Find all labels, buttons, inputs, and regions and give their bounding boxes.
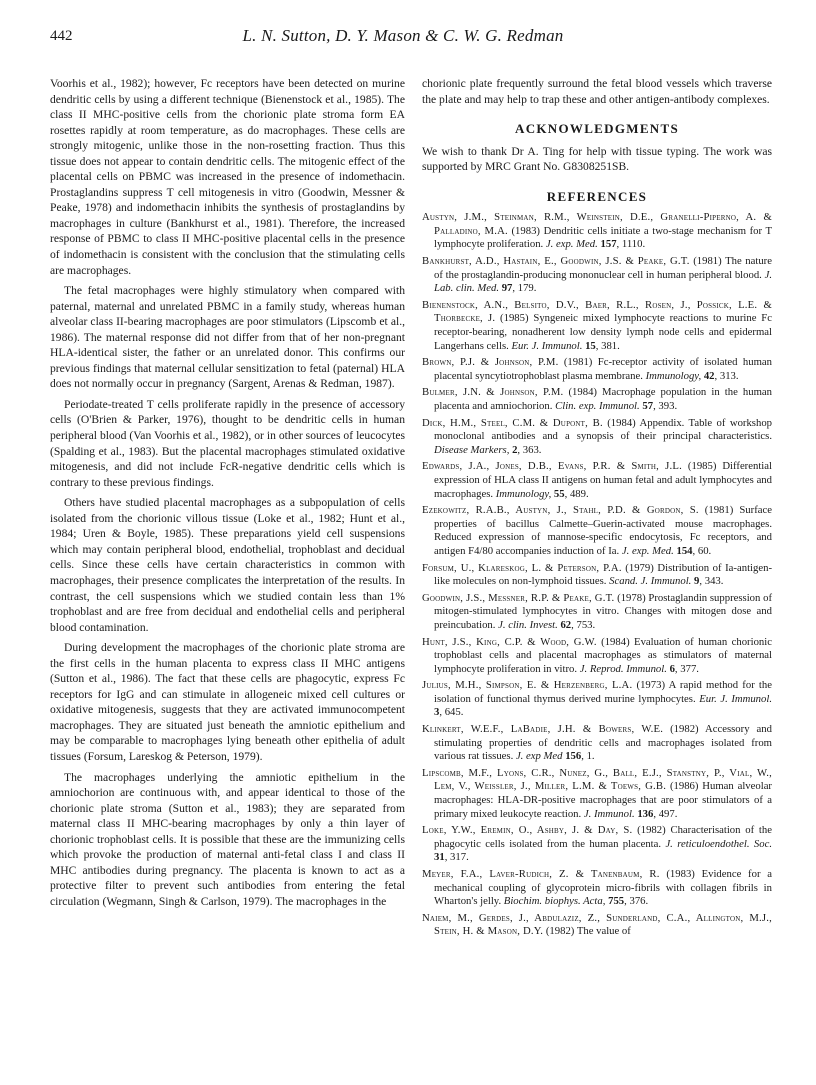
reference-list bbox=[422, 211, 772, 939]
reference-text: (1982) Accessory and stimulating properties of dendritic cells and macrophages isolated from various rat tissues. bbox=[434, 723, 772, 763]
reference-authors: Bulmer, J.N. & Johnson, P.M. bbox=[422, 386, 564, 399]
reference-journal: J. Lab. clin. Med. bbox=[434, 268, 772, 295]
reference-text: (1985) Syngeneic mixed lymphocyte reactions to murine Fc receptor-bearing, nonadherent low density lymph node cells and epidermal Langerhans cells. bbox=[434, 312, 772, 352]
left-column bbox=[50, 76, 405, 914]
page-number: 442 bbox=[50, 28, 73, 44]
reference-volume: 154 bbox=[676, 544, 693, 557]
reference-authors: Hunt, J.S., King, C.P. & Wood, G.W. bbox=[422, 635, 597, 648]
reference-authors: Naiem, M., Gerdes, J., Abdulaziz, Z., Sunderland, C.A., Allington, M.J., Stein, H. & Mason, D.Y. bbox=[422, 911, 772, 938]
reference-text: (1983) Evidence for a mechanical coupling of glycoprotein micro-fibrils with collagen fibrils in Wharton's jelly. bbox=[434, 868, 772, 908]
reference-pages: , 377. bbox=[674, 662, 699, 675]
reference-authors: Ezekowitz, R.A.B., Austyn, J., Stahl, P.D. & Gordon, S. bbox=[422, 504, 699, 517]
reference-journal: Eur. J. Immunol. bbox=[511, 339, 583, 352]
reference-volume: 136 bbox=[637, 807, 654, 820]
paragraph-2: The fetal macrophages were highly stimulatory when compared with paternal, maternal and unrelated PBMC in a family study, whereas human alveolar class II-bearing macrophages are poor stimulators (Lipscomb et al., 1986). The maternal response did not differ from that of her non-pregnant HLA-identical sister, the father or an unrelated donor. This confirms our previous findings that maternal cellular sensitization to fetal (paternal) HLA does not normally occur in pregnancy (Sargent, Arenas & Redman, 1987). bbox=[50, 284, 405, 391]
reference-pages: , 753. bbox=[571, 618, 596, 631]
reference-authors: Austyn, J.M., Steinman, R.M., Weinstein, D.E., Granelli-Piperno, A. & Palladino, M.A. bbox=[422, 211, 772, 237]
reference-authors: Dick, H.M., Steel, C.M. & Dupont, B. bbox=[422, 416, 603, 429]
reference-item bbox=[422, 417, 772, 458]
reference-volume: 3 bbox=[434, 706, 440, 719]
acknowledgments-text: We wish to thank Dr A. Ting for help with tissue typing. The work was supported by MRC Grant No. G8308251SB. bbox=[422, 144, 772, 174]
paragraph-1: Voorhis et al., 1982); however, Fc receptors have been detected on murine dendritic cells by using a different technique (Bienenstock et al., 1985). The class II MHC-positive cells from the chorionic plate stroma form EA rosettes rapidly at room temperature, as do macrophages. These cells are strongly mitogenic, unlike those in the non-rosetting fraction. Thus this tissue does not appear to contain dendritic cells. The mitogenic effect of the placental cells on PBMC was increased in the presence of indomethacin. Prostaglandins suppress T cell mitogenesis in vitro (Goodwin, Messner & Peake, 1978) and indomethacin inhibits the synthesis of prostaglandins by macrophages in culture (Bankhurst et al., 1981). Therefore, the increased response of PBMC to class II MHC-positive placental cells in the presence of indomethacin is consistent with the conclusion that the stimulating cells are macrophages. bbox=[50, 77, 405, 277]
reference-item bbox=[422, 460, 772, 501]
reference-text: (1985) Differential expression of HLA class II antigens on human fetal and adult lymphocytes and macrophages. bbox=[434, 460, 772, 500]
reference-pages: , 376. bbox=[624, 895, 649, 908]
reference-text: (1982) Characterisation of the phagocytic cells isolated from the human placenta. bbox=[434, 824, 772, 850]
reference-authors: Bienenstock, A.N., Belsito, D.V., Baer, R.L., Rosen, J., Possick, L.E. & Thorbecke, J. bbox=[422, 298, 772, 325]
reference-item bbox=[422, 504, 772, 558]
reference-authors: Julius, M.H., Simpson, E. & Herzenberg, L.A. bbox=[422, 679, 633, 692]
running-title: L. N. Sutton, D. Y. Mason & C. W. G. Redman bbox=[242, 26, 564, 45]
reference-volume: 57 bbox=[642, 400, 654, 412]
reference-pages: , 489. bbox=[564, 487, 589, 500]
reference-text: (1984) Macrophage population in the human placenta and amniochorion. bbox=[434, 386, 772, 412]
reference-journal: J. exp Med bbox=[515, 750, 563, 763]
reference-item bbox=[422, 912, 772, 939]
reference-journal: Immunology, bbox=[645, 369, 702, 382]
reference-text: (1983) Dendritic cells initiate a two-stage mechanism for T lymphocyte proliferation. bbox=[434, 224, 772, 251]
reference-pages: , 60. bbox=[692, 544, 712, 557]
reference-item bbox=[422, 679, 772, 720]
reference-item bbox=[422, 636, 772, 677]
reference-authors: Goodwin, J.S., Messner, R.P. & Peake, G.T. bbox=[422, 591, 615, 604]
reference-item bbox=[422, 592, 772, 633]
reference-pages: , 363. bbox=[517, 443, 542, 456]
reference-authors: Klinkert, W.E.F., LaBadie, J.H. & Bowers, W.E. bbox=[422, 723, 664, 736]
reference-journal: J. Immunol. bbox=[583, 807, 635, 820]
paragraph-5: During development the macrophages of the chorionic plate stroma are the first cells in the human placenta to express class II MHC antigens (Sutton et al., 1986). The fact that these cells are phagocytic, express Fc receptors for IgG and can stimulate in allogeneic mixed cell cultures or oxidative mitogenesis, suggests that they are activated immunocompetent macrophages. They are situated just beneath the amniotic epithelium and may be comparable to macrophages lying beneath other epithelia of adult tissues (Forsum, Lareskog & Peterson, 1979). bbox=[50, 641, 405, 763]
reference-text: (1981) Fc-receptor activity of isolated human placental syncytiotrophoblast plasma membrane. bbox=[434, 356, 773, 382]
reference-volume: 157 bbox=[600, 238, 617, 251]
reference-text: (1979) Distribution of Ia-antigen-like molecules on non-lymphoid tissues. bbox=[434, 561, 772, 588]
reference-journal: Biochim. biophys. Acta, bbox=[503, 895, 606, 908]
acknowledgments-heading: ACKNOWLEDGMENTS bbox=[515, 121, 679, 137]
paragraph-6: The macrophages underlying the amniotic epithelium in the amniochorion are continuous with, and appear identical to those of the chorionic plate stroma (Sutton et al., 1983); they are separated from maternal class II MHC-bearing macrophages by only a thin layer of chorionic trophoblast cells. It is possible that these are the immunizing cells which provoke the production of maternal anti-fetal class I and class II MHC antibodies during pregnancy. The placenta is known to act as a protective filter to prevent such antibodies from entering the fetal circulation (Wegmann, Singh & Carlson, 1979). The macrophages in the bbox=[50, 770, 405, 908]
reference-authors: Brown, P.J. & Johnson, P.M. bbox=[422, 356, 559, 369]
reference-text: (1982) The value of bbox=[543, 925, 631, 938]
reference-journal: J. exp. Med. bbox=[621, 544, 674, 557]
reference-item bbox=[422, 211, 772, 252]
reference-volume: 2 bbox=[512, 443, 518, 456]
reference-pages: , 497. bbox=[653, 807, 678, 820]
reference-volume: 42 bbox=[703, 369, 715, 382]
reference-volume: 97 bbox=[501, 282, 513, 295]
paragraph-4: Others have studied placental macrophages as a subpopulation of cells isolated from the chorionic villous tissue (Loke et al., 1982; Hunt et al., 1984; Uren & Boyle, 1985). These preparations yield cell suspensions which may contain peripheral blood, endothelial, trophoblast and decidual cells. Since these cells have certain characteristics in common with macrophages, their presence complicates the interpretation of the results. In contrast, the cell suspensions which we studied contain less than 1% trophoblast and are free from decidual and endothelial cells and peripheral blood contamination. bbox=[50, 496, 405, 634]
reference-journal: Disease Markers, bbox=[434, 443, 510, 456]
reference-authors: Edwards, J.A., Jones, D.B., Evans, P.R. & Smith, J.L. bbox=[422, 460, 682, 473]
references-heading: REFERENCES bbox=[546, 188, 648, 204]
reference-pages: , 179. bbox=[512, 282, 537, 295]
reference-item bbox=[422, 868, 772, 909]
reference-authors: Lipscomb, M.F., Lyons, C.R., Nunez, G., Ball, E.J., Stanstny, P., Vial, W., Lem, V., Weissler, J., Miller, L.M. & Toews, G.B. bbox=[422, 766, 772, 793]
reference-item bbox=[422, 356, 772, 383]
reference-text: (1981) The nature of the prostaglandin-producing mononuclear cell in human peripheral blood. bbox=[434, 255, 772, 281]
reference-item bbox=[422, 562, 772, 589]
reference-text: (1986) Human alveolar macrophages: HLA-DR-positive macrophages that are poor stimulators of a primary mixed leukocyte reaction. bbox=[434, 780, 772, 820]
reference-item bbox=[422, 386, 772, 413]
reference-authors: Forsum, U., Klareskog, L. & Peterson, P.A. bbox=[422, 561, 622, 574]
reference-volume: 755 bbox=[608, 895, 625, 908]
reference-item bbox=[422, 824, 772, 865]
reference-journal: Eur. J. Immunol. bbox=[699, 692, 773, 705]
reference-pages: , 343. bbox=[699, 575, 724, 588]
reference-authors: Meyer, F.A., Laver-Rudich, Z. & Tanenbaum, R. bbox=[422, 868, 660, 880]
reference-volume: 55 bbox=[553, 487, 565, 500]
reference-authors: Bankhurst, A.D., Hastain, E., Goodwin, J.S. & Peake, G.T. bbox=[422, 255, 690, 268]
reference-pages: , 1. bbox=[581, 750, 595, 763]
page-header bbox=[50, 26, 756, 50]
reference-item bbox=[422, 723, 772, 764]
reference-journal: J. clin. Invest. bbox=[498, 618, 558, 631]
reference-item bbox=[422, 255, 772, 296]
reference-journal: Immunology, bbox=[495, 487, 552, 500]
reference-pages: , 393. bbox=[653, 400, 678, 412]
reference-pages: , 381. bbox=[595, 339, 620, 352]
reference-journal: J. reticuloendothel. Soc. bbox=[665, 837, 772, 850]
reference-volume: 6 bbox=[669, 662, 675, 675]
reference-item bbox=[422, 767, 772, 821]
right-column bbox=[422, 76, 772, 942]
paragraph-continued: chorionic plate frequently surround the fetal blood vessels which traverse the plate and may help to trap these and other antigen-antibody complexes. bbox=[422, 77, 772, 106]
reference-pages: , 1110. bbox=[616, 238, 646, 251]
reference-pages: , 317. bbox=[444, 851, 469, 864]
reference-journal: Clin. exp. Immunol. bbox=[555, 400, 640, 412]
paragraph-3: Periodate-treated T cells proliferate rapidly in the presence of accessory cells (O'Brien & Parker, 1976), thought to be dendritic cells in human peripheral blood (Van Voorhis et al., 1982), or in other sources of leucocytes (Spalding et al., 1983). But the placental macrophages stimulated oxidative mitogenesis, and did not include FcR-negative dendritic cells which is contrary to these previous findings. bbox=[50, 397, 405, 489]
reference-journal: Scand. J. Immunol. bbox=[609, 575, 692, 588]
reference-text: (1984) Evaluation of human chorionic trophoblast cells and placental macrophages as stimulators of maternal lymphocyte proliferation in vitro. bbox=[434, 635, 772, 675]
reference-pages: , 645. bbox=[439, 706, 464, 719]
reference-volume: 9 bbox=[694, 575, 700, 588]
reference-volume: 62 bbox=[560, 618, 572, 631]
reference-volume: 15 bbox=[585, 339, 596, 352]
reference-volume: 31 bbox=[434, 851, 445, 864]
reference-volume: 156 bbox=[565, 750, 582, 763]
reference-text: (1981) Surface properties of bacillus Calmette–Guerin-activated mouse macrophages. Reduced expression of mannose-specific endocytosis, Fc receptors, and antigen F4/80 accompanies induction of Ia. bbox=[434, 504, 772, 557]
reference-journal: J. Reprod. Immunol. bbox=[579, 662, 667, 675]
reference-authors: Loke, Y.W., Eremin, O., Ashby, J. & Day, S. bbox=[422, 824, 633, 837]
reference-text: (1978) Prostaglandin suppression of mitogen-stimulated lymphocytes in vitro. Changes with mitogen dose and preincubation. bbox=[434, 591, 773, 631]
reference-pages: , 313. bbox=[714, 369, 739, 382]
reference-text: (1984) Appendix. Table of workshop monoclonal antibodies and a synopsis of their principal characteristics. bbox=[434, 416, 773, 443]
reference-journal: J. exp. Med. bbox=[545, 238, 598, 251]
reference-item bbox=[422, 299, 772, 353]
reference-text: (1973) A rapid method for the isolation of functional thymus derived murine lymphocytes. bbox=[434, 679, 772, 705]
